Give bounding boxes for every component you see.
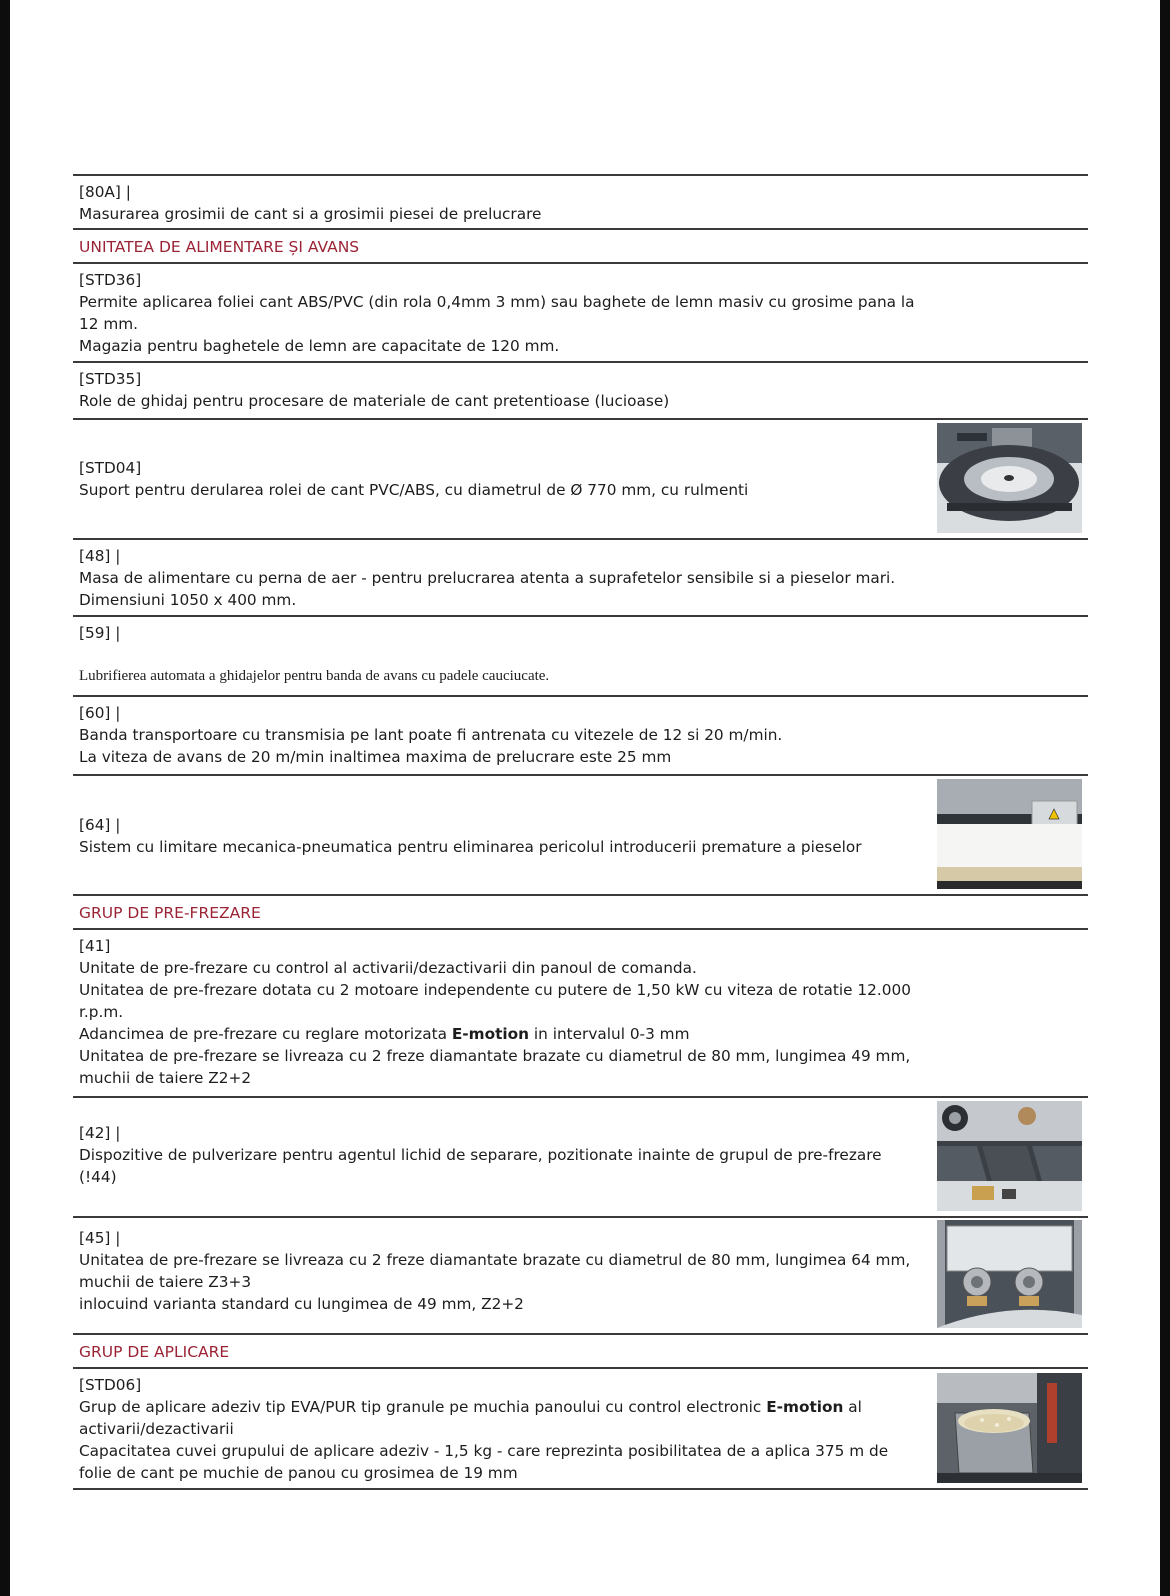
spec-text: Unitatea de pre-frezare se livreaza cu 2 freze diamantate brazate cu diametrul de 80 mm, lungimea 64 mm, [79,1251,911,1269]
spec-text: Dispozitive de pulverizare pentru agentul lichid de separare, pozitionate inainte de grupul de pre-frezare [79,1146,882,1164]
spec-row-45 [73,1216,1088,1333]
spec-text: La viteza de avans de 20 m/min inaltimea maxima de prelucrare este 25 mm [79,748,672,766]
diamond-cutters-photo [937,1220,1082,1328]
spec-text: Sistem cu limitare mecanica-pneumatica pentru eliminarea pericolul introducerii premature a pieselor [79,838,862,856]
section-title: GRUP DE PRE-FREZARE [79,904,261,922]
spec-text: Dimensiuni 1050 x 400 mm. [79,591,297,609]
spec-text: inlocuind varianta standard cu lungimea de 49 mm, Z2+2 [79,1295,524,1313]
glue-tank-photo [937,1373,1082,1483]
spec-text: Masurarea grosimii de cant si a grosimii piesei de prelucrare [79,205,542,223]
spec-code: [41] [79,937,111,955]
spec-row-60 [73,695,1088,774]
spec-row-64 [73,774,1088,894]
emotion-label: E-motion [451,1025,530,1043]
spec-code: [STD35] [79,370,142,388]
spec-row-80a [73,174,1088,228]
pneumatic-limiter-photo [937,779,1082,889]
spec-code: [60] | [79,704,121,722]
spec-code: [42] | [79,1124,121,1142]
document-page [10,0,1160,1596]
spec-text: activarii/dezactivarii [79,1420,234,1438]
spec-text: Lubrifierea automata a ghidajelor pentru banda de avans cu padele cauciucate. [79,668,550,684]
spec-text: 12 mm. [79,315,138,333]
spec-code: [59] | [79,624,121,642]
spec-text: Role de ghidaj pentru procesare de materiale de cant pretentioase (lucioase) [79,392,670,410]
spec-text: Masa de alimentare cu perna de aer - pentru prelucrarea atenta a suprafetelor sensibile si a pieselor mari. [79,569,896,587]
spec-text: Capacitatea cuvei grupului de aplicare adeziv - 1,5 kg - care reprezinta posibilitatea de a aplica 375 m de [79,1442,889,1460]
emotion-label: E-motion [766,1398,844,1416]
spec-text: folie de cant pe muchie de panou cu grosimea de 19 mm [79,1464,518,1482]
spec-text: muchii de taiere Z2+2 [79,1069,252,1087]
section-title: UNITATEA DE ALIMENTARE ȘI AVANS [79,238,360,256]
spec-row-std06 [73,1367,1088,1490]
spec-row-std36 [73,262,1088,361]
section-heading-pre-frezare [73,894,1088,928]
spec-code: [80A] | [79,183,131,201]
spec-text: Magazia pentru baghetele de lemn are capacitate de 120 mm. [79,337,560,355]
spec-code: [64] | [79,816,121,834]
spec-text: r.p.m. [79,1003,124,1021]
spec-row-42 [73,1096,1088,1216]
spec-text: (!44) [79,1168,117,1186]
spec-text: Unitatea de pre-frezare dotata cu 2 motoare independente cu putere de 1,50 kW cu viteza de rotatie 12.000 [79,981,911,999]
spec-text: Unitatea de pre-frezare se livreaza cu 2 freze diamantate brazate cu diametrul de 80 mm, lungimea 49 mm, [79,1047,911,1065]
section-heading-alimentare [73,228,1088,262]
spec-text: Unitate de pre-frezare cu control al activarii/dezactivarii din panoul de comanda. [79,959,697,977]
spec-text-emotion: Grup de aplicare adeziv tip EVA/PUR tip granule pe muchia panoului cu control electronic E-motion al [79,1398,862,1416]
section-heading-aplicare [73,1333,1088,1367]
spec-code: [STD04] [79,459,142,477]
spec-row-std35 [73,361,1088,418]
section-title: GRUP DE APLICARE [79,1343,230,1361]
spec-text: muchii de taiere Z3+3 [79,1273,252,1291]
spec-text: Banda transportoare cu transmisia pe lant poate fi antrenata cu vitezele de 12 si 20 m/min. [79,726,783,744]
spec-table [73,174,1088,1490]
spec-text: Permite aplicarea foliei cant ABS/PVC (din rola 0,4mm 3 mm) sau baghete de lemn masiv cu grosime pana la [79,293,915,311]
spec-code: [STD36] [79,271,142,289]
spec-row-std04 [73,418,1088,538]
spec-code: [45] | [79,1229,121,1247]
spec-text-emotion: Adancimea de pre-frezare cu reglare motorizata E-motion in intervalul 0-3 mm [79,1025,690,1043]
spec-row-41 [73,928,1088,1096]
spray-devices-photo [937,1101,1082,1211]
spec-row-48 [73,538,1088,615]
edge-roll-support-photo [937,423,1082,533]
spec-row-59 [73,615,1088,695]
spec-text: Suport pentru derularea rolei de cant PVC/ABS, cu diametrul de Ø 770 mm, cu rulmenti [79,481,749,499]
spec-code: [48] | [79,547,121,565]
spec-code: [STD06] [79,1376,142,1394]
